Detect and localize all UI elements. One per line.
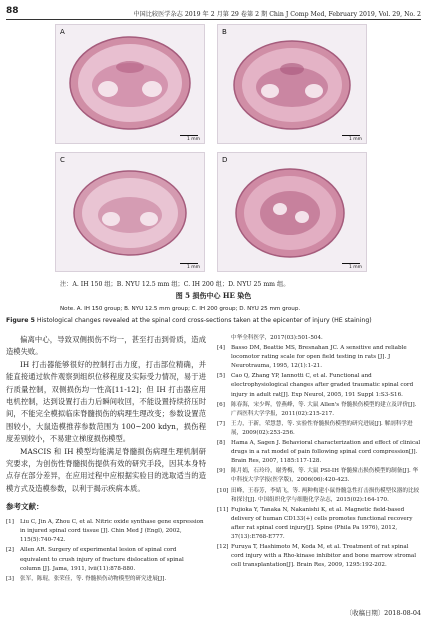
page-header	[6, 5, 421, 20]
panel-d-image	[217, 152, 367, 272]
reference-number: [10]	[217, 487, 229, 494]
figure-title-en	[6, 317, 372, 324]
left-column	[6, 334, 206, 585]
panel-a-image	[55, 24, 205, 144]
panel-b-image	[217, 24, 367, 144]
scale-text-d: 1 mm	[348, 265, 362, 270]
scale-text-c: 1 mm	[186, 265, 200, 270]
scale-bar-c	[180, 263, 198, 265]
reference-text: 中华全科医学，2017(03):501-504.	[231, 335, 323, 341]
reference-item	[217, 506, 421, 542]
reference-text: Hama A, Sagen J. Behavioral characterization and effect of clinical drugs in a rat model of pain following spinal cord compression[J]. Brain Res, 2007, 1185:117-128.	[231, 440, 421, 465]
page-number: 88	[6, 6, 19, 16]
reference-text: 张军，陈琨，张荣佳，等. 脊髓损伤动物模型的研究进展[J].	[20, 575, 167, 582]
panel-c-image	[55, 152, 205, 272]
scale-text-a: 1 mm	[186, 137, 200, 142]
body-paragraph-3: MASCIS 和 IH 模型均能满足脊髓损伤病理生理机制研究要求，为创伤性脊髓损伤提供有效的研究手段，因其本身特点存在部分差异，在应用过程中应根据实验目的选取适当的造模方式及造模参数，以利于揭示疾病本质。	[6, 446, 206, 493]
reference-number: [6]	[217, 401, 225, 408]
reference-number: [9]	[217, 468, 225, 475]
panel-label-a: A	[60, 28, 65, 36]
reference-item	[217, 439, 421, 466]
reference-text: 王力，于新，荣慧慧，等. 实验性脊髓损伤模型的研究进展[J]. 解剖科学进展，2009(02):253-256.	[231, 420, 413, 436]
spinal-cord-section-d	[218, 153, 366, 271]
figure-note-en: Note. A. IH 150 group; B. NYU 12.5 mm group; C. IH 200 group; D. NYU 25 mm group.	[60, 306, 301, 312]
reference-number: [4]	[217, 345, 225, 352]
reference-number: [3]	[6, 575, 14, 582]
body-paragraph-1: 偏离中心，导致双侧损伤不均一，甚至打击到骨质，造成造模失败。	[6, 335, 206, 357]
reference-item	[6, 518, 206, 546]
reference-text: Furuya T, Hashimoto M, Koda M, et al. Treatment of rat spinal cord injury with a Rho-kinase inhibitor and bone marrow stromal cell transplantation[J]. Brain Res, 2009, 1295:192-202.	[231, 544, 417, 569]
reference-item	[217, 401, 421, 419]
figure-note-cn: 注：A. IH 150 组；B. NYU 12.5 mm 组；C. IH 200 组；D. NYU 25 mm 组。	[60, 281, 290, 288]
reference-text: 田峰，王春芳，李婧飞，等. 两种构建小鼠脊髓急性打击损伤模型仪器的比较和探讨[J]. 中国组织化学与细胞化学杂志，2015(02):164-170.	[231, 487, 420, 503]
reference-number: [1]	[6, 518, 14, 525]
figure-title-en-text: Histological changes revealed at the spinal cord cross-sections taken at the epicenter of injury (HE staining)	[36, 317, 372, 324]
reference-text: Basso DM, Beattie MS, Bresnahan JC. A sensitive and reliable locomotor rating scale for open field testing in rats [J]. J Neurotrauma, 1995, 12(1):1-21.	[231, 345, 407, 370]
figure-title-en-label: Figure 5	[6, 317, 35, 324]
scale-bar-b	[342, 135, 360, 137]
reference-text: Fujioka Y, Tanaka N, Nakanishi K, et al. Magnetic field-based delivery of human CD133(+) cells promotes functional recovery after rat spinal cord injury[J]. Spine (Phila Pa 1976), 2012, 37(13):E768-E777.	[231, 506, 413, 540]
reference-item	[6, 546, 206, 574]
reference-text: 陈月娟，石玲玲，谢秀梅，等. 大鼠 PSI-IH 脊髓撞击损伤模型的制备[J]. 华中科技大学学报(医学版)，2006(06):420-423.	[231, 468, 419, 484]
reference-item	[217, 334, 421, 343]
scale-text-b: 1 mm	[348, 137, 362, 142]
reference-item	[217, 344, 421, 371]
scale-bar-a	[180, 135, 198, 137]
reference-item	[217, 372, 421, 399]
spinal-cord-section-c	[56, 153, 204, 271]
scale-bar-d	[342, 263, 360, 265]
references-left	[6, 518, 206, 584]
received-date: 〔收稿日期〕2018-08-04	[345, 609, 421, 617]
panel-label-b: B	[222, 28, 227, 36]
reference-text: Allen AR. Surgery of experimental lesion of spinal cord equivalent to crush injury of fracture dislocation of spinal column [J]. Jama, 1911, lvii(11):878-880.	[20, 547, 184, 572]
panel-label-d: D	[222, 156, 228, 164]
reference-text: 陈春海，宋少晖，曾燕峰，等. 大鼠 Allen's 脊髓损伤模型的建立及评价[J]. 广西医科大学学报，2011(02):215-217.	[231, 401, 417, 417]
reference-number: [2]	[6, 547, 14, 554]
reference-text: Cao Q, Zhang YP, Iannotti C, et al. Functional and electrophysiological changes after graded traumatic spinal cord injury in adult rat[J]. Exp Neurol, 2005, 191 Suppl 1:S3-S16.	[231, 373, 414, 398]
reference-number: [8]	[217, 440, 225, 447]
reference-number: [7]	[217, 420, 225, 427]
spinal-cord-section-a	[56, 25, 204, 143]
reference-number: [11]	[217, 506, 229, 513]
reference-item	[6, 575, 206, 584]
journal-line: 中国比较医学杂志 2019 年 2 月第 29 卷第 2 期 Chin J Comp Med, February 2019, Vol. 29, No. 2	[133, 11, 421, 18]
reference-number: [5]	[217, 373, 225, 380]
references-heading: 参考文献：	[6, 502, 44, 512]
reference-item	[217, 467, 421, 485]
reference-item	[217, 487, 421, 505]
reference-item	[217, 420, 421, 438]
reference-text: Liu C, Jin A, Zhou C, et al. Nitric oxide synthase gene expression in injured spinal cord tissue [J]. Chin Med J (Engl), 2002, 115(5):740-742.	[20, 518, 204, 544]
reference-number: [12]	[217, 544, 229, 551]
panel-label-c: C	[60, 156, 65, 164]
figure-5	[55, 24, 375, 276]
right-column	[217, 334, 421, 571]
body-paragraph-2: IH 打击器能够很好的控制打击力度，打击部位精确，并能直接通过软件观察到组织位移程度及实际受力情况，易于进行质量控制，双侧损伤均一性高[11-12]；但 IH 打击器应用电机控制，达到设置打击力后瞬间收回，不能设置持续挤压时间，不能完全模拟临床脊髓损伤的病理生理改变；参数设置范围较小，大鼠造模推荐参数范围为 100~200 kdyn，损伤程度差别较小，不易建立梯度损伤模型。	[6, 359, 206, 444]
spinal-cord-section-b	[218, 25, 366, 143]
figure-title-cn: 图 5 损伤中心 HE 染色	[175, 291, 252, 300]
reference-item	[217, 543, 421, 570]
